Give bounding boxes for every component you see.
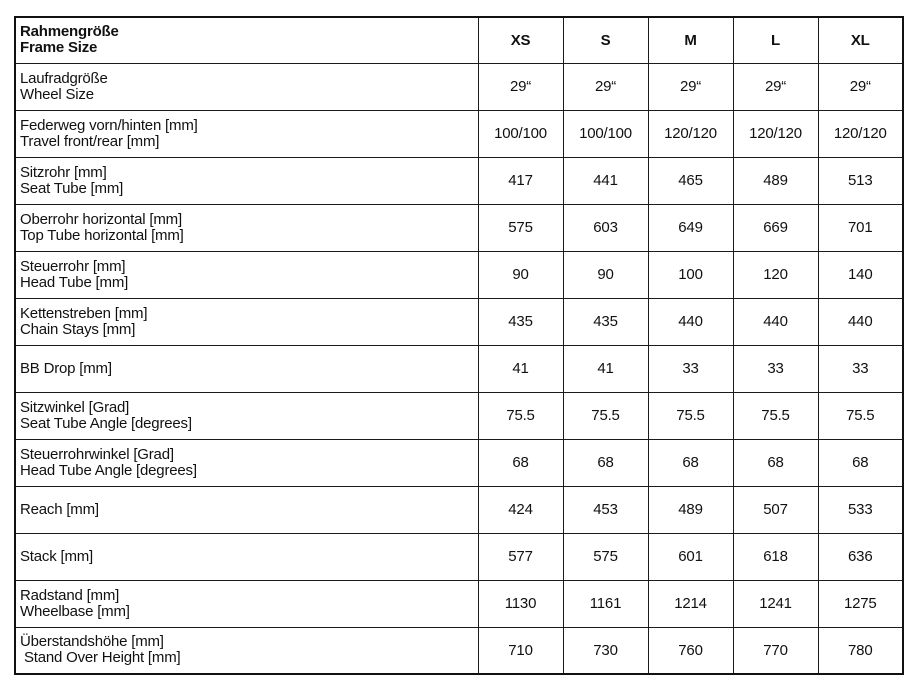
size-header-xl: XL bbox=[818, 17, 903, 63]
value-cell: 575 bbox=[478, 204, 563, 251]
value-cell: 489 bbox=[648, 486, 733, 533]
value-cell: 453 bbox=[563, 486, 648, 533]
row-label-cell bbox=[15, 439, 478, 486]
table-row bbox=[15, 439, 903, 486]
row-label-de: BB Drop [mm] bbox=[20, 359, 112, 377]
row-label-cell bbox=[15, 157, 478, 204]
header-row bbox=[15, 17, 903, 63]
value-cell: 636 bbox=[818, 533, 903, 580]
table-row bbox=[15, 110, 903, 157]
row-label-cell bbox=[15, 533, 478, 580]
row-label-de: Überstandshöhe [mm] bbox=[20, 633, 164, 651]
value-cell: 575 bbox=[563, 533, 648, 580]
value-cell: 75.5 bbox=[733, 392, 818, 439]
table-row bbox=[15, 204, 903, 251]
value-cell: 440 bbox=[818, 298, 903, 345]
value-cell: 29“ bbox=[563, 63, 648, 110]
value-cell: 29“ bbox=[478, 63, 563, 110]
value-cell: 577 bbox=[478, 533, 563, 580]
table-row bbox=[15, 533, 903, 580]
row-label-en: Wheelbase [mm] bbox=[20, 602, 130, 620]
value-cell: 513 bbox=[818, 157, 903, 204]
table-row bbox=[15, 251, 903, 298]
value-cell: 1275 bbox=[818, 580, 903, 627]
value-cell: 649 bbox=[648, 204, 733, 251]
row-label-cell bbox=[15, 580, 478, 627]
value-cell: 618 bbox=[733, 533, 818, 580]
size-header-m: M bbox=[648, 17, 733, 63]
value-cell: 1214 bbox=[648, 580, 733, 627]
row-label-cell bbox=[15, 345, 478, 392]
size-header-l: L bbox=[733, 17, 818, 63]
table-row bbox=[15, 298, 903, 345]
value-cell: 730 bbox=[563, 627, 648, 674]
table-row bbox=[15, 157, 903, 204]
row-label-en: Chain Stays [mm] bbox=[20, 320, 136, 338]
value-cell: 68 bbox=[648, 439, 733, 486]
row-label-en: Head Tube [mm] bbox=[20, 273, 129, 291]
value-cell: 1130 bbox=[478, 580, 563, 627]
row-label-en: Wheel Size bbox=[20, 85, 94, 103]
value-cell: 68 bbox=[478, 439, 563, 486]
value-cell: 120/120 bbox=[818, 110, 903, 157]
geometry-table bbox=[14, 16, 904, 675]
row-label-en: Head Tube Angle [degrees] bbox=[20, 461, 197, 479]
value-cell: 465 bbox=[648, 157, 733, 204]
value-cell: 33 bbox=[648, 345, 733, 392]
value-cell: 417 bbox=[478, 157, 563, 204]
size-header-s: S bbox=[563, 17, 648, 63]
row-label-cell bbox=[15, 251, 478, 298]
value-cell: 1241 bbox=[733, 580, 818, 627]
header-label-en: Frame Size bbox=[20, 39, 98, 57]
value-cell: 140 bbox=[818, 251, 903, 298]
row-label-cell bbox=[15, 392, 478, 439]
table-row bbox=[15, 627, 903, 674]
row-label-en: Seat Tube Angle [degrees] bbox=[20, 414, 192, 432]
row-label-de: Radstand [mm] bbox=[20, 586, 120, 604]
value-cell: 710 bbox=[478, 627, 563, 674]
row-label-cell bbox=[15, 627, 478, 674]
value-cell: 29“ bbox=[733, 63, 818, 110]
header-label-de: Rahmengröße bbox=[20, 23, 119, 41]
row-label-cell bbox=[15, 298, 478, 345]
value-cell: 440 bbox=[648, 298, 733, 345]
size-header-xs: XS bbox=[478, 17, 563, 63]
frame-size-header-cell bbox=[15, 17, 478, 63]
row-label-cell bbox=[15, 204, 478, 251]
value-cell: 120/120 bbox=[733, 110, 818, 157]
row-label-de: Sitzwinkel [Grad] bbox=[20, 398, 130, 416]
value-cell: 41 bbox=[563, 345, 648, 392]
row-label-de: Reach [mm] bbox=[20, 500, 99, 518]
row-label-de: Kettenstreben [mm] bbox=[20, 304, 148, 322]
table-body bbox=[15, 17, 903, 674]
value-cell: 75.5 bbox=[818, 392, 903, 439]
value-cell: 100/100 bbox=[478, 110, 563, 157]
value-cell: 100/100 bbox=[563, 110, 648, 157]
value-cell: 424 bbox=[478, 486, 563, 533]
value-cell: 533 bbox=[818, 486, 903, 533]
value-cell: 435 bbox=[563, 298, 648, 345]
value-cell: 1161 bbox=[563, 580, 648, 627]
table-row bbox=[15, 580, 903, 627]
value-cell: 669 bbox=[733, 204, 818, 251]
row-label-en: Seat Tube [mm] bbox=[20, 179, 124, 197]
row-label-de: Stack [mm] bbox=[20, 547, 94, 565]
value-cell: 441 bbox=[563, 157, 648, 204]
value-cell: 603 bbox=[563, 204, 648, 251]
row-label-de: Sitzrohr [mm] bbox=[20, 163, 107, 181]
value-cell: 41 bbox=[478, 345, 563, 392]
row-label-de: Oberrohr horizontal [mm] bbox=[20, 210, 182, 228]
row-label-en: Stand Over Height [mm] bbox=[20, 649, 181, 667]
value-cell: 440 bbox=[733, 298, 818, 345]
value-cell: 29“ bbox=[818, 63, 903, 110]
row-label-en: Top Tube horizontal [mm] bbox=[20, 226, 184, 244]
value-cell: 120/120 bbox=[648, 110, 733, 157]
value-cell: 75.5 bbox=[478, 392, 563, 439]
value-cell: 601 bbox=[648, 533, 733, 580]
value-cell: 68 bbox=[733, 439, 818, 486]
value-cell: 435 bbox=[478, 298, 563, 345]
value-cell: 701 bbox=[818, 204, 903, 251]
table-row bbox=[15, 392, 903, 439]
row-label-de: Laufradgröße bbox=[20, 69, 108, 87]
value-cell: 489 bbox=[733, 157, 818, 204]
value-cell: 29“ bbox=[648, 63, 733, 110]
value-cell: 770 bbox=[733, 627, 818, 674]
table-row bbox=[15, 486, 903, 533]
table-row bbox=[15, 63, 903, 110]
value-cell: 75.5 bbox=[648, 392, 733, 439]
row-label-de: Steuerrohrwinkel [Grad] bbox=[20, 445, 174, 463]
row-label-cell bbox=[15, 486, 478, 533]
value-cell: 507 bbox=[733, 486, 818, 533]
row-label-cell bbox=[15, 110, 478, 157]
value-cell: 33 bbox=[818, 345, 903, 392]
value-cell: 90 bbox=[563, 251, 648, 298]
row-label-en: Travel front/rear [mm] bbox=[20, 132, 160, 150]
value-cell: 100 bbox=[648, 251, 733, 298]
value-cell: 33 bbox=[733, 345, 818, 392]
table-row bbox=[15, 345, 903, 392]
value-cell: 780 bbox=[818, 627, 903, 674]
value-cell: 68 bbox=[818, 439, 903, 486]
row-label-cell bbox=[15, 63, 478, 110]
row-label-de: Federweg vorn/hinten [mm] bbox=[20, 116, 198, 134]
value-cell: 68 bbox=[563, 439, 648, 486]
value-cell: 90 bbox=[478, 251, 563, 298]
value-cell: 760 bbox=[648, 627, 733, 674]
value-cell: 120 bbox=[733, 251, 818, 298]
row-label-de: Steuerrohr [mm] bbox=[20, 257, 126, 275]
value-cell: 75.5 bbox=[563, 392, 648, 439]
